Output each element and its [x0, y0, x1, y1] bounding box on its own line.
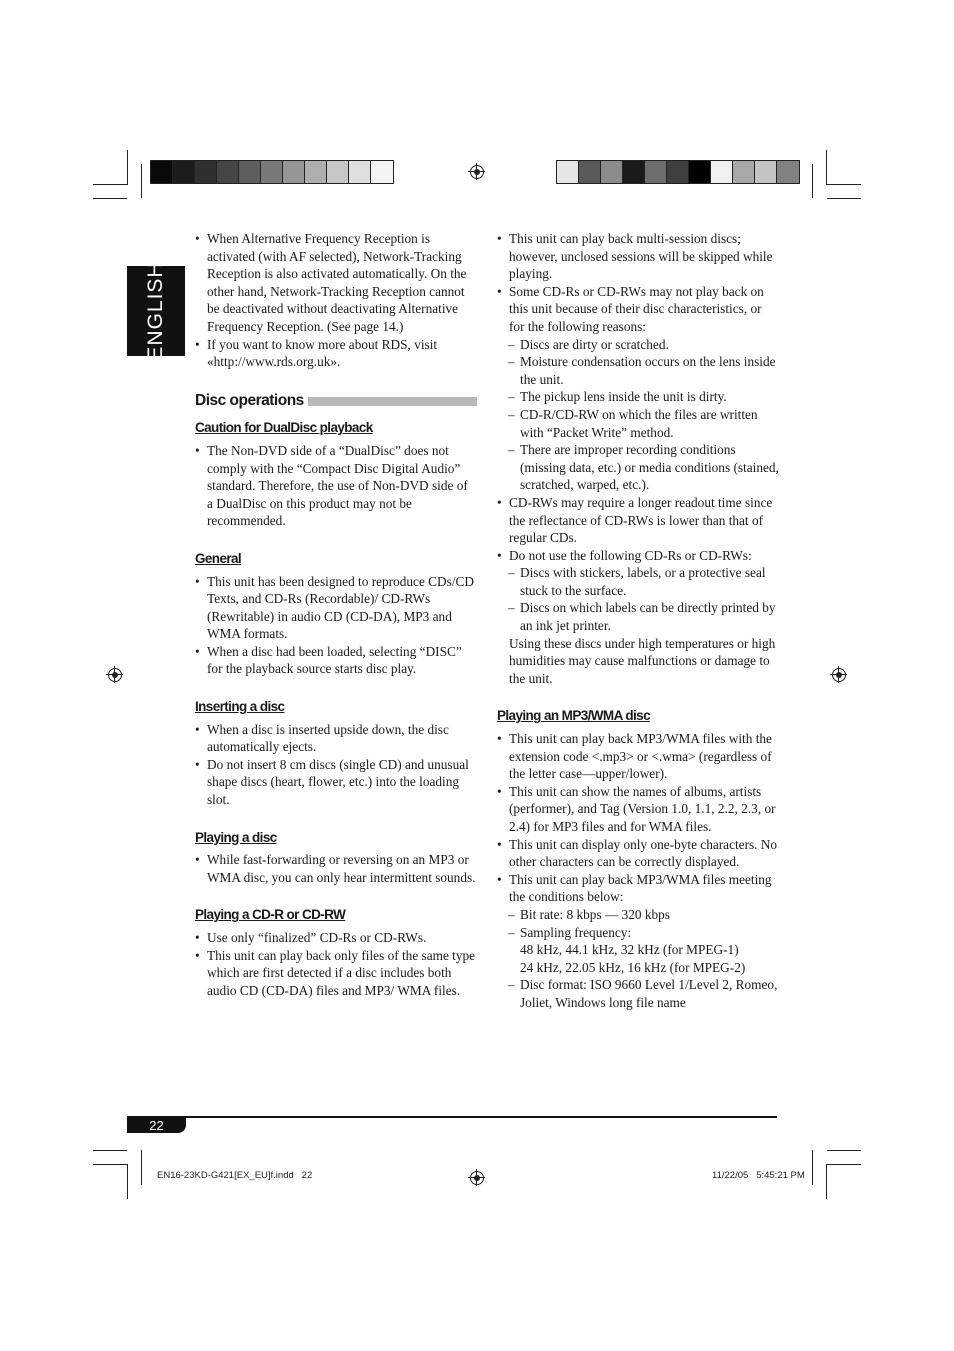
- dash-item: – There are improper recording conditions (missing data, etc.) or media conditions (stained, scratched, warped, etc.).: [497, 441, 779, 494]
- section-rule: [308, 397, 477, 406]
- dualdisc-list: [195, 442, 477, 530]
- list-item: • This unit can play back MP3/WMA files meeting the conditions below:: [497, 871, 779, 906]
- list-item: • Do not insert 8 cm discs (single CD) and unusual shape discs (heart, flower, etc.) into the loading slot.: [195, 756, 477, 809]
- disc-notes-list-2: [497, 494, 779, 564]
- dash-item: – Discs on which labels can be directly printed by an ink jet printer.: [497, 599, 779, 634]
- avoid-list: [497, 564, 779, 634]
- list-item: • If you want to know more about RDS, visit «http://www.rds.org.uk».: [195, 336, 477, 371]
- crop-mark: [827, 198, 861, 199]
- registration-mark-icon: [470, 1171, 484, 1185]
- list-item: • CD-RWs may require a longer readout time since the reflectance of CD-RWs is lower than that of regular CDs.: [497, 494, 779, 547]
- page-number: 22: [127, 1118, 186, 1133]
- color-swatch: [777, 161, 799, 183]
- left-column: [195, 230, 477, 999]
- right-column: [497, 230, 779, 1012]
- mp3-format-list: [497, 976, 779, 1011]
- crop-mark: [93, 1164, 127, 1165]
- list-item: • This unit has been designed to reproduce CDs/CD Texts, and CD-Rs (Recordable)/ CD-RWs (Rewritable) in audio CD (CD-DA), MP3 and WMA formats.: [195, 573, 477, 643]
- color-swatch: [601, 161, 623, 183]
- color-swatch: [349, 161, 371, 183]
- section-title: Disc operations: [195, 391, 304, 409]
- color-swatch: [173, 161, 195, 183]
- registration-mark-icon: [108, 668, 122, 682]
- intro-list: [195, 230, 477, 371]
- color-swatch: [371, 161, 393, 183]
- crop-mark: [93, 198, 127, 199]
- crop-mark: [826, 1164, 827, 1199]
- mp3-list: [497, 730, 779, 906]
- crop-mark: [827, 184, 861, 185]
- crop-mark: [812, 164, 813, 198]
- language-tab: [127, 261, 185, 361]
- crop-mark: [141, 1150, 142, 1185]
- color-swatch: [217, 161, 239, 183]
- color-swatch: [667, 161, 689, 183]
- color-swatch: [327, 161, 349, 183]
- color-swatch: [305, 161, 327, 183]
- section-heading: [195, 392, 477, 410]
- subheading-inserting: Inserting a disc: [195, 699, 285, 715]
- crop-mark: [827, 1150, 861, 1151]
- general-list: [195, 573, 477, 679]
- cdr-list: [195, 929, 477, 999]
- color-swatch: [579, 161, 601, 183]
- inserting-list: [195, 721, 477, 809]
- list-item: • When a disc is inserted upside down, the disc automatically ejects.: [195, 721, 477, 756]
- subheading-general: General: [195, 550, 242, 566]
- color-swatch: [283, 161, 305, 183]
- list-item: • This unit can show the names of albums, artists (performer), and Tag (Version 1.0, 1.1, 2.2, 2.3, or 2.4) for MP3 files and for WMA files.: [497, 783, 779, 836]
- color-swatch: [645, 161, 667, 183]
- disc-notes-list: [497, 230, 779, 336]
- dash-item: – Bit rate: 8 kbps — 320 kbps: [497, 906, 779, 924]
- reasons-list: [497, 336, 779, 494]
- dash-item: – Discs with stickers, labels, or a protective seal stuck to the surface.: [497, 564, 779, 599]
- list-item: • Use only “finalized” CD-Rs or CD-RWs.: [195, 929, 477, 947]
- color-swatch: [239, 161, 261, 183]
- list-item: • When a disc had been loaded, selecting “DISC” for the playback source starts disc play.: [195, 643, 477, 678]
- language-tab-label: ENGLISH: [144, 261, 167, 361]
- subheading-mp3: Playing an MP3/WMA disc: [497, 708, 650, 724]
- crop-mark: [93, 184, 127, 185]
- list-item: • While fast-forwarding or reversing on an MP3 or WMA disc, you can only hear intermittent sounds.: [195, 851, 477, 886]
- color-swatch: [557, 161, 579, 183]
- timestamp: 11/22/05 5:45:21 PM: [712, 1170, 805, 1181]
- sampling-line: 24 kHz, 22.05 kHz, 16 kHz (for MPEG-2): [520, 959, 746, 975]
- color-swatch: [195, 161, 217, 183]
- color-calibration-bar-right: [556, 160, 800, 184]
- color-swatch: [623, 161, 645, 183]
- color-swatch: [755, 161, 777, 183]
- mp3-conditions-list: [497, 906, 779, 941]
- list-item: • The Non-DVD side of a “DualDisc” does not comply with the “Compact Disc Digital Audio” standard. Therefore, the use of Non-DVD side of a DualDisc on this product may not be recommended.: [195, 442, 477, 530]
- subheading-dualdisc: Caution for DualDisc playback: [195, 420, 373, 436]
- footer-rule: [127, 1116, 777, 1118]
- sampling-line: 48 kHz, 44.1 kHz, 32 kHz (for MPEG-1): [520, 942, 739, 958]
- list-item: • Do not use the following CD-Rs or CD-RWs:: [497, 547, 779, 565]
- list-item: • When Alternative Frequency Reception is activated (with AF selected), Network-Tracking Reception is also activated automatically. On the other hand, Network-Tracking Reception cannot be deactivated without deactivating Alternative Frequency Reception. (See page 14.): [195, 230, 477, 336]
- crop-mark: [826, 150, 827, 185]
- subheading-playing: Playing a disc: [195, 829, 277, 845]
- list-item: • Some CD-Rs or CD-RWs may not play back on this unit because of their disc characteristics, or for the following reasons:: [497, 283, 779, 336]
- color-swatch: [711, 161, 733, 183]
- crop-mark: [812, 1150, 813, 1185]
- crop-mark: [127, 150, 128, 185]
- color-swatch: [261, 161, 283, 183]
- crop-mark: [127, 1164, 128, 1199]
- registration-mark-icon: [832, 668, 846, 682]
- crop-mark: [141, 164, 142, 198]
- crop-mark: [93, 1150, 127, 1151]
- dash-item: – CD-R/CD-RW on which the files are written with “Packet Write” method.: [497, 406, 779, 441]
- list-item: • This unit can play back only files of the same type which are first detected if a disc includes both audio CD (CD-DA) files and MP3/ WMA files.: [195, 947, 477, 1000]
- color-swatch: [151, 161, 173, 183]
- list-item: • This unit can display only one-byte characters. No other characters can be correctly displayed.: [497, 836, 779, 871]
- avoid-note: Using these discs under high temperatures or high humidities may cause malfunctions or damage to the unit.: [509, 635, 776, 686]
- list-item: • This unit can play back MP3/WMA files with the extension code <.mp3> or <.wma> (regardless of the letter case—upper/lower).: [497, 730, 779, 783]
- dash-item: – Sampling frequency:: [497, 924, 779, 942]
- dash-item: – Moisture condensation occurs on the lens inside the unit.: [497, 353, 779, 388]
- crop-mark: [827, 1164, 861, 1165]
- dash-item: – Disc format: ISO 9660 Level 1/Level 2, Romeo, Joliet, Windows long file name: [497, 976, 779, 1011]
- subheading-cdr: Playing a CD-R or CD-RW: [195, 907, 346, 923]
- color-calibration-bar-left: [150, 160, 394, 184]
- color-swatch: [733, 161, 755, 183]
- registration-mark-icon: [470, 165, 484, 179]
- file-slug: EN16-23KD-G421[EX_EU]f.indd 22: [157, 1170, 313, 1181]
- dash-item: – Discs are dirty or scratched.: [497, 336, 779, 354]
- color-swatch: [689, 161, 711, 183]
- playing-list: [195, 851, 477, 886]
- list-item: • This unit can play back multi-session discs; however, unclosed sessions will be skipped while playing.: [497, 230, 779, 283]
- dash-item: – The pickup lens inside the unit is dirty.: [497, 388, 779, 406]
